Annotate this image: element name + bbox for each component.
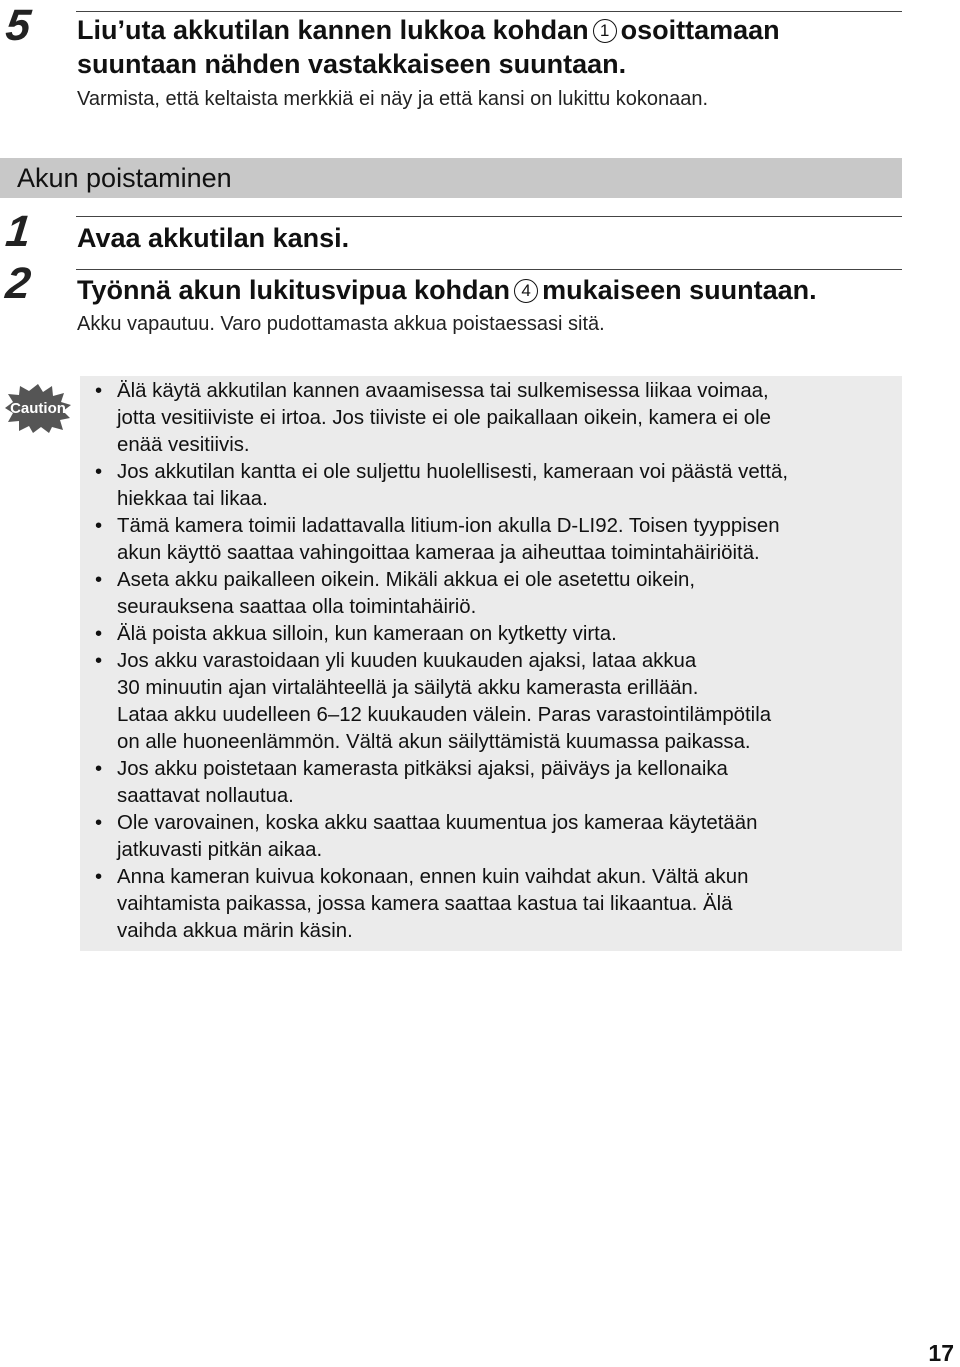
step-rule [76,216,902,217]
bullet-icon: • [95,650,103,672]
caution-item-line: Anna kameran kuivua kokonaan, ennen kuin vaihdat akun. Vältä akun [117,866,749,888]
caution-item-line: seurauksena saattaa olla toimintahäiriö. [117,596,477,618]
step-rule [76,269,902,270]
caution-item-line: enää vesitiivis. [117,434,250,456]
caution-item-line: Tämä kamera toimii ladattavalla litium-ion akulla D-LI92. Toisen tyyppisen [117,515,780,537]
caution-item-line: Ole varovainen, koska akku saattaa kuumentua jos kameraa käytetään [117,812,758,834]
step2-title-part2: mukaiseen suuntaan. [542,275,817,305]
step1-title: Avaa akkutilan kansi. [77,223,350,253]
bullet-icon: • [95,812,103,834]
caution-item-line: saattavat nollautua. [117,785,294,807]
caution-item-line: Jos akku poistetaan kamerasta pitkäksi ajaksi, päiväys ja kellonaika [117,758,728,780]
caution-item [80,756,902,810]
bullet-icon: • [95,623,103,645]
bullet-icon: • [95,758,103,780]
caution-item-line: vaihtamista paikassa, jossa kamera saattaa kastua tai likaantua. Älä [117,893,733,915]
caution-item-line: akun käyttö saattaa vahingoittaa kameraa ja aiheuttaa toimintahäiriöitä. [117,542,760,564]
caution-item [80,459,902,513]
step-number-1: 1 [3,207,34,256]
step5-title-part1: Liu’uta akkutilan kannen lukkoa kohdan [77,15,589,45]
step5-title-line2: suuntaan nähden vastakkaiseen suuntaan. [77,49,627,79]
marker-1-icon: 1 [593,19,617,43]
step5-title-part2: osoittamaan [620,15,780,45]
section-title: Akun poistaminen [17,163,232,193]
bullet-icon: • [95,380,103,402]
step5-title-line1 [77,13,780,47]
caution-item [80,864,902,945]
marker-4-icon: 4 [514,279,538,303]
step2-title-part1: Työnnä akun lukitusvipua kohdan [77,275,511,305]
step2-note: Akku vapautuu. Varo pudottamasta akkua poistaessasi sitä. [77,313,605,335]
caution-item-line: hiekkaa tai likaa. [117,488,268,510]
caution-item-line: Aseta akku paikalleen oikein. Mikäli akkua ei ole asetettu oikein, [117,569,696,591]
caution-item-line: jatkuvasti pitkän aikaa. [117,839,323,861]
step-number-2: 2 [3,259,34,308]
step-number-5: 5 [3,1,34,50]
caution-item-line: Lataa akku uudelleen 6–12 kuukauden välein. Paras varastointilämpötila [117,704,772,726]
step5-note: Varmista, että keltaista merkkiä ei näy ja että kansi on lukittu kokonaan. [77,88,709,110]
caution-item-line: Älä käytä akkutilan kannen avaamisessa tai sulkemisessa liikaa voimaa, [117,380,769,402]
bullet-icon: • [95,569,103,591]
caution-starburst-icon [5,383,71,433]
caution-item [80,567,902,621]
caution-icon-label: Caution [10,400,66,417]
caution-item [80,378,902,459]
page-number: 17 [928,1340,954,1366]
bullet-icon: • [95,515,103,537]
section-header [0,158,902,198]
caution-item-line: Jos akkutilan kantta ei ole suljettu huolellisesti, kameraan voi päästä vettä, [117,461,788,483]
caution-item-line: Jos akku varastoidaan yli kuuden kuukauden ajaksi, lataa akkua [117,650,697,672]
caution-item-line: vaihda akkua märin käsin. [117,920,353,942]
caution-item-line: on alle huoneenlämmön. Vältä akun säilyttämistä kuumassa paikassa. [117,731,751,753]
caution-item-line: jotta vesitiiviste ei irtoa. Jos tiiviste ei ole paikallaan oikein, kamera ei ole [117,407,771,429]
caution-item-line: Älä poista akkua silloin, kun kameraan on kytketty virta. [117,623,617,645]
caution-list [80,378,902,945]
step-rule [76,11,902,12]
caution-item [80,513,902,567]
bullet-icon: • [95,461,103,483]
caution-item [80,621,902,648]
caution-box [80,376,902,951]
step2-title [77,273,817,307]
caution-item [80,810,902,864]
caution-item [80,648,902,756]
caution-item-line: 30 minuutin ajan virtalähteellä ja säilytä akku kamerasta erillään. [117,677,699,699]
bullet-icon: • [95,866,103,888]
